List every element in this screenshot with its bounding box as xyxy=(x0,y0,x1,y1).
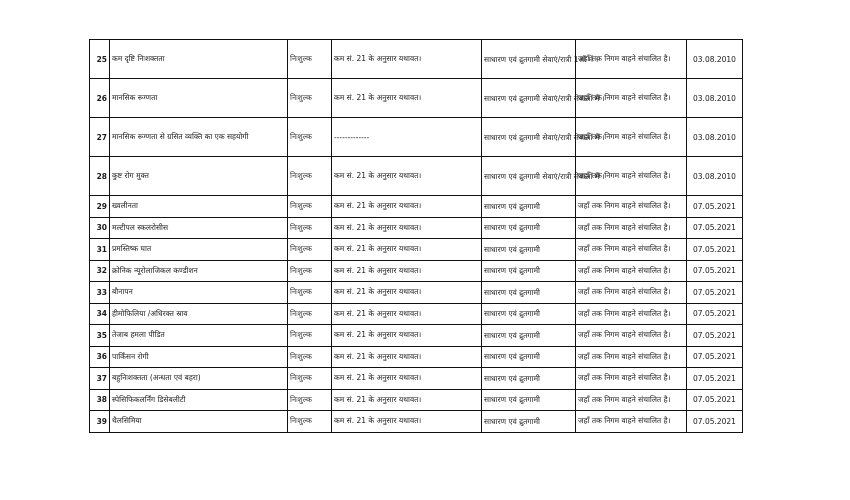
table-row xyxy=(90,217,743,239)
concession-rule: कम सं. 21 के अनुसार यथावत। xyxy=(332,282,482,304)
table-row xyxy=(90,282,743,304)
service-type: साधारण एवं द्रुतगामी xyxy=(482,303,576,325)
effective-date: 07.05.2021 xyxy=(687,239,743,261)
route-coverage: जहाँ तक निगम वाहने संचालित है। xyxy=(576,118,687,157)
row-number: 37 xyxy=(90,368,110,390)
category-name: मानसिक रूग्णता से ग्रसित व्यक्ति का एक सहयोगी xyxy=(110,118,288,157)
service-type: साधारण एवं द्रुतगामी xyxy=(482,239,576,261)
concession-rule: कम सं. 21 के अनुसार यथावत। xyxy=(332,157,482,196)
concession-rule: कम सं. 21 के अनुसार यथावत। xyxy=(332,239,482,261)
row-number: 28 xyxy=(90,157,110,196)
service-type: साधारण एवं द्रुतगामी xyxy=(482,346,576,368)
concession-rule: कम सं. 21 के अनुसार यथावत। xyxy=(332,260,482,282)
service-type: साधारण एवं द्रुतगामी xyxy=(482,325,576,347)
fee-type: निःशुल्क xyxy=(288,40,332,79)
concession-rule: कम सं. 21 के अनुसार यथावत। xyxy=(332,389,482,411)
table-row xyxy=(90,260,743,282)
table-row xyxy=(90,79,743,118)
effective-date: 07.05.2021 xyxy=(687,389,743,411)
service-type: साधारण एवं द्रुतगामी xyxy=(482,411,576,433)
row-number: 38 xyxy=(90,389,110,411)
effective-date: 07.05.2021 xyxy=(687,260,743,282)
category-name: कुष्ट रोग मुक्त xyxy=(110,157,288,196)
table-row xyxy=(90,239,743,261)
fee-type: निःशुल्क xyxy=(288,303,332,325)
row-number: 26 xyxy=(90,79,110,118)
route-coverage: जहाँ तक निगम वाहने संचालित है। xyxy=(576,79,687,118)
table-row xyxy=(90,118,743,157)
table-row xyxy=(90,157,743,196)
row-number: 34 xyxy=(90,303,110,325)
category-name: पार्किंसन रोगी xyxy=(110,346,288,368)
table-row xyxy=(90,40,743,79)
fee-type: निःशुल्क xyxy=(288,118,332,157)
route-coverage: जहाँ तक निगम वाहने संचालित है। xyxy=(576,411,687,433)
service-type: साधारण एवं द्रुतगामी xyxy=(482,368,576,390)
route-coverage: जहाँ तक निगम वाहने संचालित है। xyxy=(576,239,687,261)
row-number: 36 xyxy=(90,346,110,368)
row-number: 29 xyxy=(90,196,110,218)
row-number: 30 xyxy=(90,217,110,239)
route-coverage: जहाँ तक निगम वाहने संचालित है। xyxy=(576,260,687,282)
category-name: मानसिक रूग्णता xyxy=(110,79,288,118)
fee-type: निःशुल्क xyxy=(288,217,332,239)
concession-rule: कम सं. 21 के अनुसार यथावत। xyxy=(332,196,482,218)
concession-rule: ------------- xyxy=(332,118,482,157)
concession-rule: कम सं. 21 के अनुसार यथावत। xyxy=(332,411,482,433)
effective-date: 07.05.2021 xyxy=(687,325,743,347)
service-type: साधारण एवं द्रुतगामी xyxy=(482,217,576,239)
row-number: 31 xyxy=(90,239,110,261)
table-row xyxy=(90,325,743,347)
route-coverage: जहाँ तक निगम वाहने संचालित है। xyxy=(576,303,687,325)
fee-type: निःशुल्क xyxy=(288,411,332,433)
fee-type: निःशुल्क xyxy=(288,325,332,347)
row-number: 25 xyxy=(90,40,110,79)
service-type: साधारण एवं द्रुतगामी xyxy=(482,260,576,282)
category-name: मल्टीपल स्कलरोसीस xyxy=(110,217,288,239)
table-row xyxy=(90,196,743,218)
route-coverage: जहाँ तक निगम वाहने संचालित है। xyxy=(576,196,687,218)
effective-date: 07.05.2021 xyxy=(687,303,743,325)
service-type: साधारण एवं द्रुतगामी xyxy=(482,389,576,411)
category-name: हीमोफिलिया /अधिरक्त स्राव xyxy=(110,303,288,325)
concession-table xyxy=(89,39,743,433)
effective-date: 07.05.2021 xyxy=(687,411,743,433)
fee-type: निःशुल्क xyxy=(288,368,332,390)
table-row xyxy=(90,368,743,390)
route-coverage: जहाँ तक निगम वाहने संचालित है। xyxy=(576,346,687,368)
service-type: साधारण एवं द्रुतगामी सेवाएं/रात्री सेवाओं में । xyxy=(482,157,576,196)
fee-type: निःशुल्क xyxy=(288,282,332,304)
fee-type: निःशुल्क xyxy=(288,260,332,282)
concession-rule: कम सं. 21 के अनुसार यथावत। xyxy=(332,40,482,79)
table-row xyxy=(90,389,743,411)
effective-date: 07.05.2021 xyxy=(687,196,743,218)
route-coverage: जहाँ तक निगम वाहने संचालित है। xyxy=(576,157,687,196)
service-type: साधारण एवं द्रुतगामी xyxy=(482,282,576,304)
concession-rule: कम सं. 21 के अनुसार यथावत। xyxy=(332,346,482,368)
service-type: साधारण एवं द्रुतगामी सेवाएं/रात्री सेवाओं में । xyxy=(482,79,576,118)
category-name: क्रोनिक न्यूरोलाजिकल कण्डीशन xyxy=(110,260,288,282)
route-coverage: जहाँ तक निगम वाहने संचालित है। xyxy=(576,368,687,390)
route-coverage: जहाँ तक निगम वाहने संचालित है। xyxy=(576,40,687,79)
route-coverage: जहाँ तक निगम वाहने संचालित है। xyxy=(576,217,687,239)
fee-type: निःशुल्क xyxy=(288,196,332,218)
concession-rule: कम सं. 21 के अनुसार यथावत। xyxy=(332,368,482,390)
table-row xyxy=(90,411,743,433)
fee-type: निःशुल्क xyxy=(288,389,332,411)
row-number: 39 xyxy=(90,411,110,433)
concession-rule: कम सं. 21 के अनुसार यथावत। xyxy=(332,217,482,239)
effective-date: 03.08.2010 xyxy=(687,157,743,196)
route-coverage: जहाँ तक निगम वाहने संचालित है। xyxy=(576,389,687,411)
category-name: थैलसिमिया xyxy=(110,411,288,433)
fee-type: निःशुल्क xyxy=(288,346,332,368)
concession-rule: कम सं. 21 के अनुसार यथावत। xyxy=(332,79,482,118)
row-number: 32 xyxy=(90,260,110,282)
category-name: बहुनिःशक्तता (अन्धता एवं बहरा) xyxy=(110,368,288,390)
fee-type: निःशुल्क xyxy=(288,157,332,196)
service-type: साधारण एवं द्रुतगामी सेवाएं/रात्री सेवाओं में । xyxy=(482,118,576,157)
concession-rule: कम सं. 21 के अनुसार यथावत। xyxy=(332,325,482,347)
row-number: 27 xyxy=(90,118,110,157)
category-name: तेजाब हमला पीडित xyxy=(110,325,288,347)
table-body xyxy=(90,40,743,433)
category-name: बौनापन xyxy=(110,282,288,304)
table-row xyxy=(90,346,743,368)
category-name: स्पेसिफिकलर्निंग डिसेबलीटी xyxy=(110,389,288,411)
effective-date: 07.05.2021 xyxy=(687,368,743,390)
service-type: साधारण एवं द्रुतगामी xyxy=(482,196,576,218)
effective-date: 03.08.2010 xyxy=(687,40,743,79)
category-name: कम दृष्टि निःशक्तता xyxy=(110,40,288,79)
category-name: ख्वलीनता xyxy=(110,196,288,218)
effective-date: 07.05.2021 xyxy=(687,346,743,368)
effective-date: 07.05.2021 xyxy=(687,282,743,304)
service-type: साधारण एवं द्रुतगामी सेवाएं/रात्री 1ओं में । xyxy=(482,40,576,79)
row-number: 35 xyxy=(90,325,110,347)
route-coverage: जहाँ तक निगम वाहने संचालित है। xyxy=(576,282,687,304)
concession-rule: कम सं. 21 के अनुसार यथावत। xyxy=(332,303,482,325)
effective-date: 07.05.2021 xyxy=(687,217,743,239)
table-row xyxy=(90,303,743,325)
effective-date: 03.08.2010 xyxy=(687,79,743,118)
category-name: प्रमस्तिष्क घात xyxy=(110,239,288,261)
fee-type: निःशुल्क xyxy=(288,79,332,118)
fee-type: निःशुल्क xyxy=(288,239,332,261)
effective-date: 03.08.2010 xyxy=(687,118,743,157)
row-number: 33 xyxy=(90,282,110,304)
route-coverage: जहाँ तक निगम वाहने संचालित है। xyxy=(576,325,687,347)
